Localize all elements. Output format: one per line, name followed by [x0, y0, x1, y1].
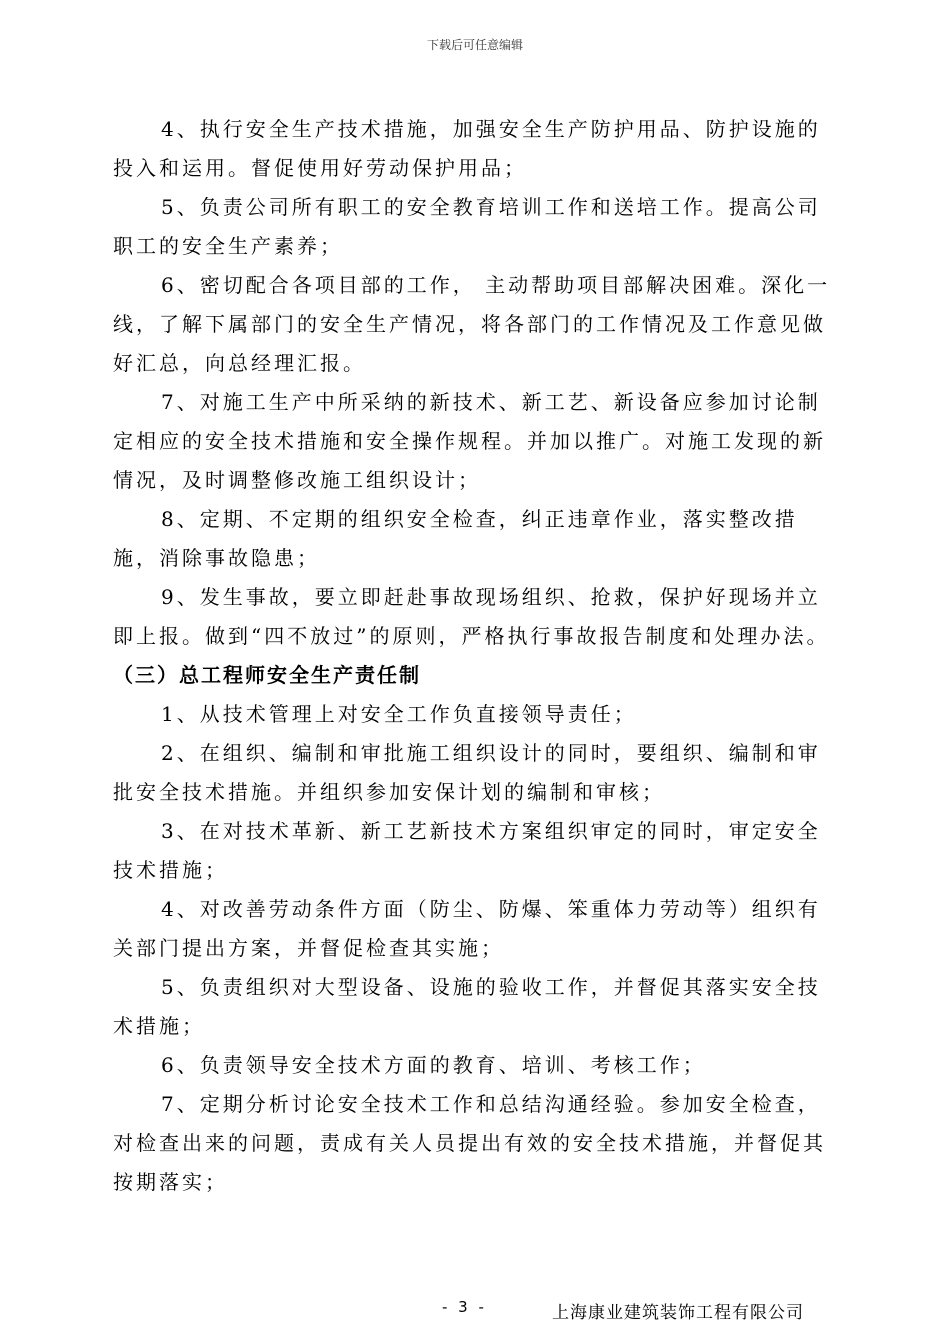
paragraph-b1: 1、从技术管理上对安全工作负直接领导责任；	[161, 702, 637, 726]
paragraph-a9: 9、发生事故，要立即赶赴事故现场组织、抢救，保护好现场并立即上报。做到“四不放过”的原则，严格执行事故报告制度和处理办法。	[113, 585, 830, 648]
page-number: - 3 -	[442, 1298, 487, 1316]
company-name: 上海康业建筑装饰工程有限公司	[552, 1303, 804, 1323]
paragraph-b2: 2、在组织、编制和审批施工组织设计的同时，要组织、编制和审批安全技术措施。并组织参加安保计划的编制和审核；	[113, 741, 821, 804]
paragraph-b7: 7、定期分析讨论安全技术工作和总结沟通经验。参加安全检查，对检查出来的问题，责成有关人员提出有效的安全技术措施，并督促其按期落实；	[113, 1092, 826, 1194]
paragraph-b6: 6、负责领导安全技术方面的教育、培训、考核工作；	[161, 1053, 706, 1077]
paragraph-b3: 3、在对技术革新、新工艺新技术方案组织审定的同时，审定安全技术措施；	[113, 819, 821, 882]
paragraph-b4: 4、对改善劳动条件方面（防尘、防爆、笨重体力劳动等）组织有关部门提出方案，并督促检查其实施；	[113, 897, 821, 960]
section-title: （三）总工程师安全生产责任制	[113, 663, 421, 687]
paragraph-a4: 4、执行安全生产技术措施，加强安全生产防护用品、防护设施的投入和运用。督促使用好劳动保护用品；	[113, 117, 821, 180]
paragraph-b5: 5、负责组织对大型设备、设施的验收工作，并督促其落实安全技术措施；	[113, 975, 821, 1038]
document-body	[113, 110, 835, 1202]
paragraph-a8: 8、定期、不定期的组织安全检查，纠正违章作业，落实整改措施，消除事故隐患；	[113, 507, 798, 570]
page-footer	[0, 1298, 950, 1324]
paragraph-a5: 5、负责公司所有职工的安全教育培训工作和送培工作。提高公司职工的安全生产素养；	[113, 195, 821, 258]
paragraph-a7: 7、对施工生产中所采纳的新技术、新工艺、新设备应参加讨论制定相应的安全技术措施和安全操作规程。并加以推广。对施工发现的新情况，及时调整修改施工组织设计；	[113, 390, 826, 492]
paragraph-a6: 6、密切配合各项目部的工作， 主动帮助项目部解决困难。深化一线，了解下属部门的安全生产情况，将各部门的工作情况及工作意见做好汇总，向总经理汇报。	[113, 273, 831, 375]
page-header: 下载后可任意编辑	[426, 38, 523, 52]
